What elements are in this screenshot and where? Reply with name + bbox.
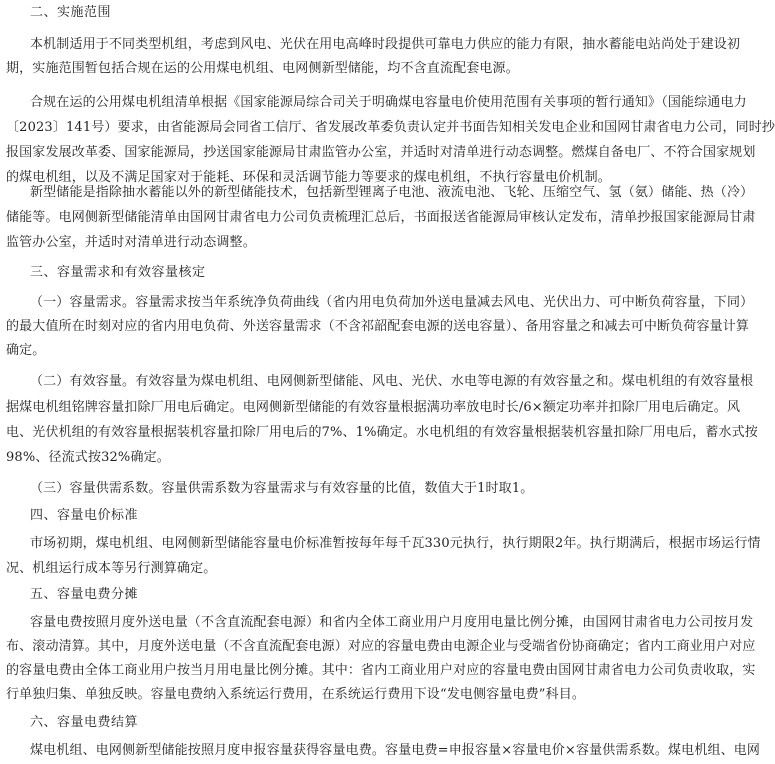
paragraph-line: 市场初期，煤电机组、电网侧新型储能容量电价标准暂按每年每千瓦330元执行，执行期限2年。执行期满后，根据市场运行情 xyxy=(30,536,761,551)
paragraph-line: 的最大值所在时刻对应的省内用电负荷、外送容量需求（不含祁韶配套电源的送电容量）、备用容量之和减去可中断负荷容量计算 xyxy=(6,319,750,334)
paragraph-line: 98%、径流式按32%确定。 xyxy=(6,450,170,465)
paragraph-line: 电、光伏机组的有效容量根据装机容量扣除厂用电后的7%、1%确定。水电机组的有效容量根据装机容量扣除厂用电后，蓄水式按 xyxy=(6,425,758,440)
paragraph-line: 确定。 xyxy=(6,343,46,358)
paragraph-line: 监管办公室，并适时对清单进行动态调整。 xyxy=(6,235,256,250)
paragraph-line: 容量电费按照月度外送电量（不含直流配套电源）和省内全体工商业用户月度用电量比例分摊，由国网甘肃省电力公司按月发 xyxy=(30,615,754,630)
paragraph-line: 的容量电费由全体工商业用户按当月用电量比例分摊。其中：省内工商业用户对应的容量电费由国网甘肃省电力公司负责收取，实 xyxy=(6,663,756,678)
heading-text: 五、容量电费分摊 xyxy=(30,587,139,602)
heading-text: 二、实施范围 xyxy=(30,5,112,20)
paragraph-line: 储能等。电网侧新型储能清单由国网甘肃省电力公司负责梳理汇总后，书面报送省能源局审核认定发布，清单抄报国家能源局甘肃 xyxy=(6,210,756,225)
paragraph-line: （一）容量需求。容量需求按当年系统净负荷曲线（省内用电负荷加外送电量减去风电、光伏出力、可中断负荷容量，下同） xyxy=(30,295,754,310)
paragraph-line: 煤电机组、电网侧新型储能按照月度申报容量获得容量电费。容量电费=申报容量×容量电价×容量供需系数。煤电机组、电网 xyxy=(30,743,761,758)
paragraph-line: 布、滚动清算。其中，月度外送电量（不含直流配套电源）对应的容量电费由电源企业与受端省份协商确定；省内工商业用户对应 xyxy=(6,639,756,654)
paragraph-line: 〔2023〕141号）要求，由省能源局会同省工信厅、省发展改革委负责认定并书面告知相关发电企业和国网甘肃省电力公司，同时抄 xyxy=(6,120,775,135)
paragraph-line: 行单独归集、单独反映。容量电费纳入系统运行费用，在系统运行费用下设“发电侧容量电费”科目。 xyxy=(6,687,586,702)
paragraph-line: 本机制适用于不同类型机组，考虑到风电、光伏在用电高峰时段提供可靠电力供应的能力有限，抽水蓄能电站尚处于建设初 xyxy=(30,37,741,52)
paragraph-line: 合规在运的公用煤电机组清单根据《国家能源局综合司关于明确煤电容量电价使用范围有关事项的暂行通知》（国能综通电力 xyxy=(30,95,747,110)
paragraph-line: 据煤电机组铭牌容量扣除厂用电后确定。电网侧新型储能的有效容量根据满功率放电时长/6×额定功率并扣除厂用电后确定。风 xyxy=(6,400,741,415)
paragraph-line: 新型储能是指除抽水蓄能以外的新型储能技术，包括新型锂离子电池、液流电池、飞轮、压缩空气、氢（氨）储能、热（冷） xyxy=(30,185,754,200)
paragraph-line: 报国家发展改革委、国家能源局，抄送国家能源局甘肃监管办公室，并适时对清单进行动态调整。燃煤自备电厂、不符合国家规划 xyxy=(6,145,756,160)
paragraph-line: 况、机组运行成本等另行测算确定。 xyxy=(6,561,217,576)
paragraph-line: 的煤电机组，以及不满足国家对于能耗、环保和灵活调节能力等要求的煤电机组，不执行容量电价机制。 xyxy=(6,170,611,185)
paragraph-line: （二）有效容量。有效容量为煤电机组、电网侧新型储能、风电、光伏、水电等电源的有效容量之和。煤电机组的有效容量根 xyxy=(30,374,754,389)
heading-text: 四、容量电价标准 xyxy=(30,508,139,523)
paragraph-line: 期，实施范围暂包括合规在运的公用煤电机组、电网侧新型储能，均不含直流配套电源。 xyxy=(6,61,519,76)
heading-text: 三、容量需求和有效容量核定 xyxy=(30,265,206,280)
heading-text: 六、容量电费结算 xyxy=(30,715,139,730)
paragraph-line: （三）容量供需系数。容量供需系数为容量需求与有效容量的比值，数值大于1时取1。 xyxy=(30,481,534,496)
